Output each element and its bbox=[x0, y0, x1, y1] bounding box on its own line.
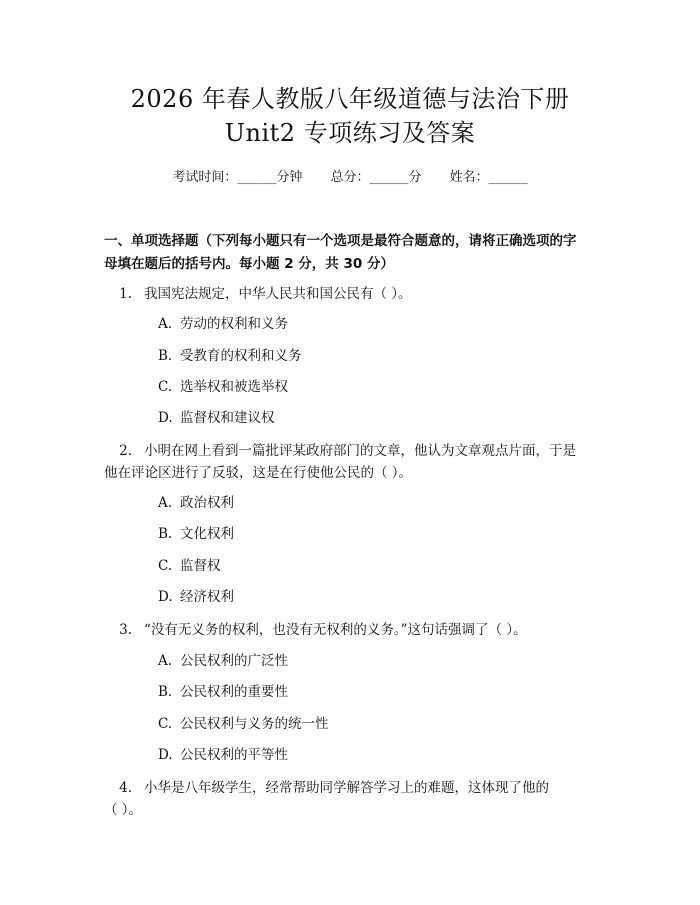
section-header-line1: 一、单项选择题（下列每小题只有一个选项是最符合题意的，请将正确选项的字 bbox=[104, 233, 577, 249]
question-1-option-d bbox=[158, 408, 275, 428]
question-stem-text: 我国宪法规定，中华人民共和国公民有（ ）。 bbox=[144, 286, 412, 302]
question-number: 2. bbox=[119, 443, 132, 459]
option-text: 公民权利的重要性 bbox=[180, 684, 288, 700]
question-2-option-c bbox=[158, 556, 221, 576]
question-stem-text: “没有无义务的权利，也没有无权利的义务。”这句话强调了（ ）。 bbox=[144, 622, 527, 638]
option-text: 政治权利 bbox=[180, 495, 234, 511]
question-number: 1. bbox=[119, 286, 132, 302]
question-2-option-b bbox=[158, 524, 234, 544]
option-letter: A. bbox=[158, 495, 173, 511]
question-2-stem-continued bbox=[104, 462, 606, 484]
document-title-line2: Unit2 专项练习及答案 bbox=[224, 119, 476, 147]
option-letter: D. bbox=[158, 747, 173, 763]
question-1-option-c bbox=[158, 377, 288, 397]
option-text: 公民权利的广泛性 bbox=[180, 653, 288, 669]
question-4-stem bbox=[104, 777, 606, 799]
option-text: 受教育的权利和义务 bbox=[180, 348, 302, 364]
option-text: 劳动的权利和义务 bbox=[180, 316, 288, 332]
question-1-option-b bbox=[158, 346, 302, 366]
option-text: 监督权 bbox=[180, 558, 221, 574]
option-letter: C. bbox=[158, 379, 173, 395]
exam-meta bbox=[0, 168, 700, 188]
option-letter: D. bbox=[158, 589, 173, 605]
question-number: 3. bbox=[119, 622, 132, 638]
total-score-label: 总分：______分 bbox=[330, 170, 422, 185]
option-letter: C. bbox=[158, 716, 173, 732]
option-letter: D. bbox=[158, 410, 173, 426]
option-text: 选举权和被选举权 bbox=[180, 379, 288, 395]
option-letter: A. bbox=[158, 653, 173, 669]
student-name-label: 姓名：______ bbox=[449, 170, 528, 185]
section-header-line2: 母填在题后的括号内。每小题 2 分，共 30 分） bbox=[104, 256, 394, 272]
exam-time-label: 考试时间：______分钟 bbox=[172, 170, 303, 185]
option-letter: C. bbox=[158, 558, 173, 574]
option-letter: A. bbox=[158, 316, 173, 332]
option-text: 经济权利 bbox=[180, 589, 234, 605]
question-3-stem bbox=[104, 619, 606, 641]
question-3-option-d bbox=[158, 745, 288, 765]
option-letter: B. bbox=[158, 526, 173, 542]
question-2-option-a bbox=[158, 493, 234, 513]
option-letter: B. bbox=[158, 348, 173, 364]
question-stem-text: 小明在网上看到一篇批评某政府部门的文章，他认为文章观点片面，于是 bbox=[144, 443, 576, 459]
question-4-stem-continued bbox=[104, 799, 606, 821]
section-header-single-choice bbox=[104, 230, 604, 276]
question-3-option-c bbox=[158, 714, 329, 734]
option-text: 公民权利的平等性 bbox=[180, 747, 288, 763]
option-text: 监督权和建议权 bbox=[180, 410, 275, 426]
option-letter: B. bbox=[158, 684, 173, 700]
question-2-stem bbox=[104, 440, 606, 462]
question-3-option-b bbox=[158, 682, 288, 702]
question-number: 4. bbox=[119, 780, 132, 796]
option-text: 公民权利与义务的统一性 bbox=[180, 716, 329, 732]
question-stem-text: （ ）。 bbox=[104, 802, 143, 818]
question-1-stem bbox=[104, 283, 606, 305]
question-stem-text: 他在评论区进行了反驳，这是在行使他公民的（ ）。 bbox=[104, 465, 413, 481]
option-text: 文化权利 bbox=[180, 526, 234, 542]
question-stem-text: 小华是八年级学生，经常帮助同学解答学习上的难题，这体现了他的 bbox=[144, 780, 549, 796]
question-3-option-a bbox=[158, 651, 288, 671]
document-title-line1: 2026 年春人教版八年级道德与法治下册 bbox=[130, 85, 570, 113]
question-2-option-d bbox=[158, 587, 234, 607]
question-1-option-a bbox=[158, 314, 288, 334]
